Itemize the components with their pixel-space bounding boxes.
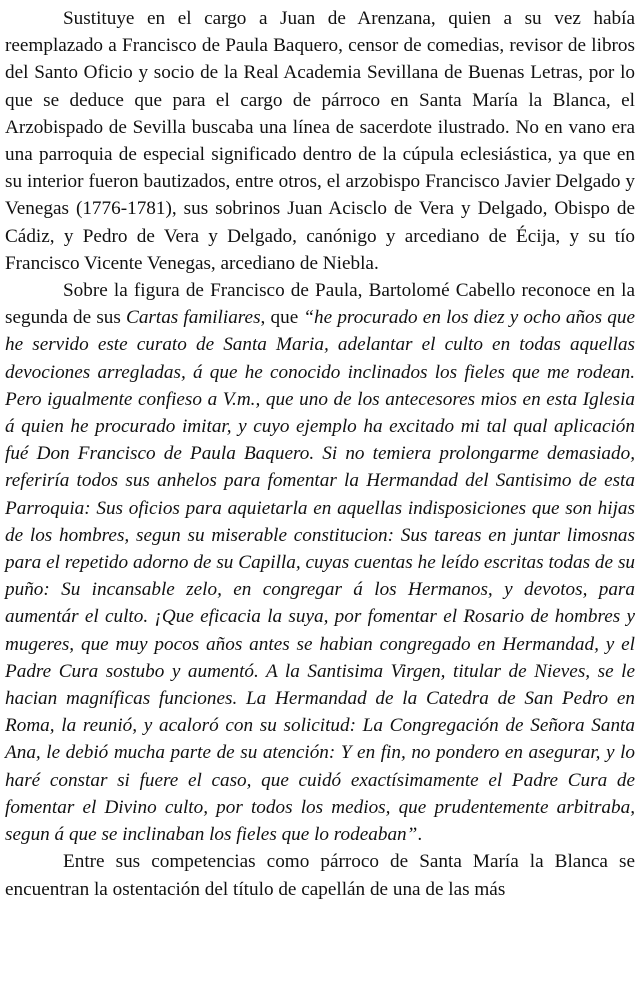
- paragraph-arenzana: Sustituye en el cargo a Juan de Arenzana, quien a su vez había reemplazado a Francisco de Paula Baquero, censor de comedias, revisor de libros del Santo Oficio y socio de la Real Academia Sevillana de Buenas Letras, por lo que se deduce que para el cargo de párroco en Santa María la Blanca, el Arzobispado de Sevilla buscaba una línea de sacerdote ilustrado. No en vano era una parroquia de especial significado dentro de la cúpula eclesiástica, ya que en su interior fueron bautizados, entre otros, el arzobispo Francisco Javier Delgado y Venegas (1776-1781), sus sobrinos Juan Acisclo de Vera y Delgado, Obispo de Cádiz, y Pedro de Vera y Delgado, canónigo y arcediano de Écija, y su tío Francisco Vicente Venegas, arcediano de Niebla.: [5, 8, 635, 274]
- quote-connector: , que: [260, 307, 304, 329]
- document-page: [5, 5, 635, 903]
- block-quote: “he procurado en los diez y ocho años que he servido este curato de Santa Maria, adelantar el culto en todas aquellas devociones arregladas, á que he conocido inclinados los fieles que me rodean. Pero igualmente confieso a V.m., que uno de los antecesores mios en esta Iglesia á quien he procurado imitar, y cuyo ejemplo ha excitado mi tal qual aplicación fué Don Francisco de Paula Baquero. Si no temiera prolongarme demasiado, referiría todos sus anhelos para fomentar la Hermandad del Santisimo de esta Parroquia: Sus oficios para aquietarla en aquellas indisposiciones que son hijas de los hombres, segun su miserable constitucion: Sus tareas en juntar limosnas para el repetido adorno de su Capilla, cuyas cuentas he leído escritas todas de su puño: Su incansable zelo, en congregar á los Hermanos, y devotos, para aumentár el culto. ¡Que eficacia la suya, por fomentar el Rosario de hombres y mugeres, que muy pocos años antes se habian congregado en Hermandad, y el Padre Cura sostubo y aumentó. A la Santisima Virgen, titular de Nieves, se le hacian magníficas funciones. La Hermandad de la Catedra de San Pedro en Roma, la reunió, y acaloró con su solicitud: La Congregación de Señora Santa Ana, le debió mucha parte de su atención: Y en fin, no pondero en asegurar, y lo haré constar si fuere el caso, que cuidó exactísimamente el Padre Cura de fomentar el Divino culto, por todos los medios, que prudentemente arbitraba, segun á que se inclinaban los fieles que lo rodeaban”: [5, 307, 635, 846]
- paragraph-cabello-quote: [5, 277, 635, 848]
- quote-end-punctuation: .: [417, 824, 423, 846]
- paragraph-lead: Sobre la figura de Francisco de Paula, Bartolomé Cabello reconoce en la segunda de sus: [5, 280, 635, 329]
- book-title: Cartas familiares: [126, 307, 261, 329]
- paragraph-competencias: Entre sus competencias como párroco de Santa María la Blanca se encuentran la ostentación del título de capellán de una de las más: [5, 851, 635, 900]
